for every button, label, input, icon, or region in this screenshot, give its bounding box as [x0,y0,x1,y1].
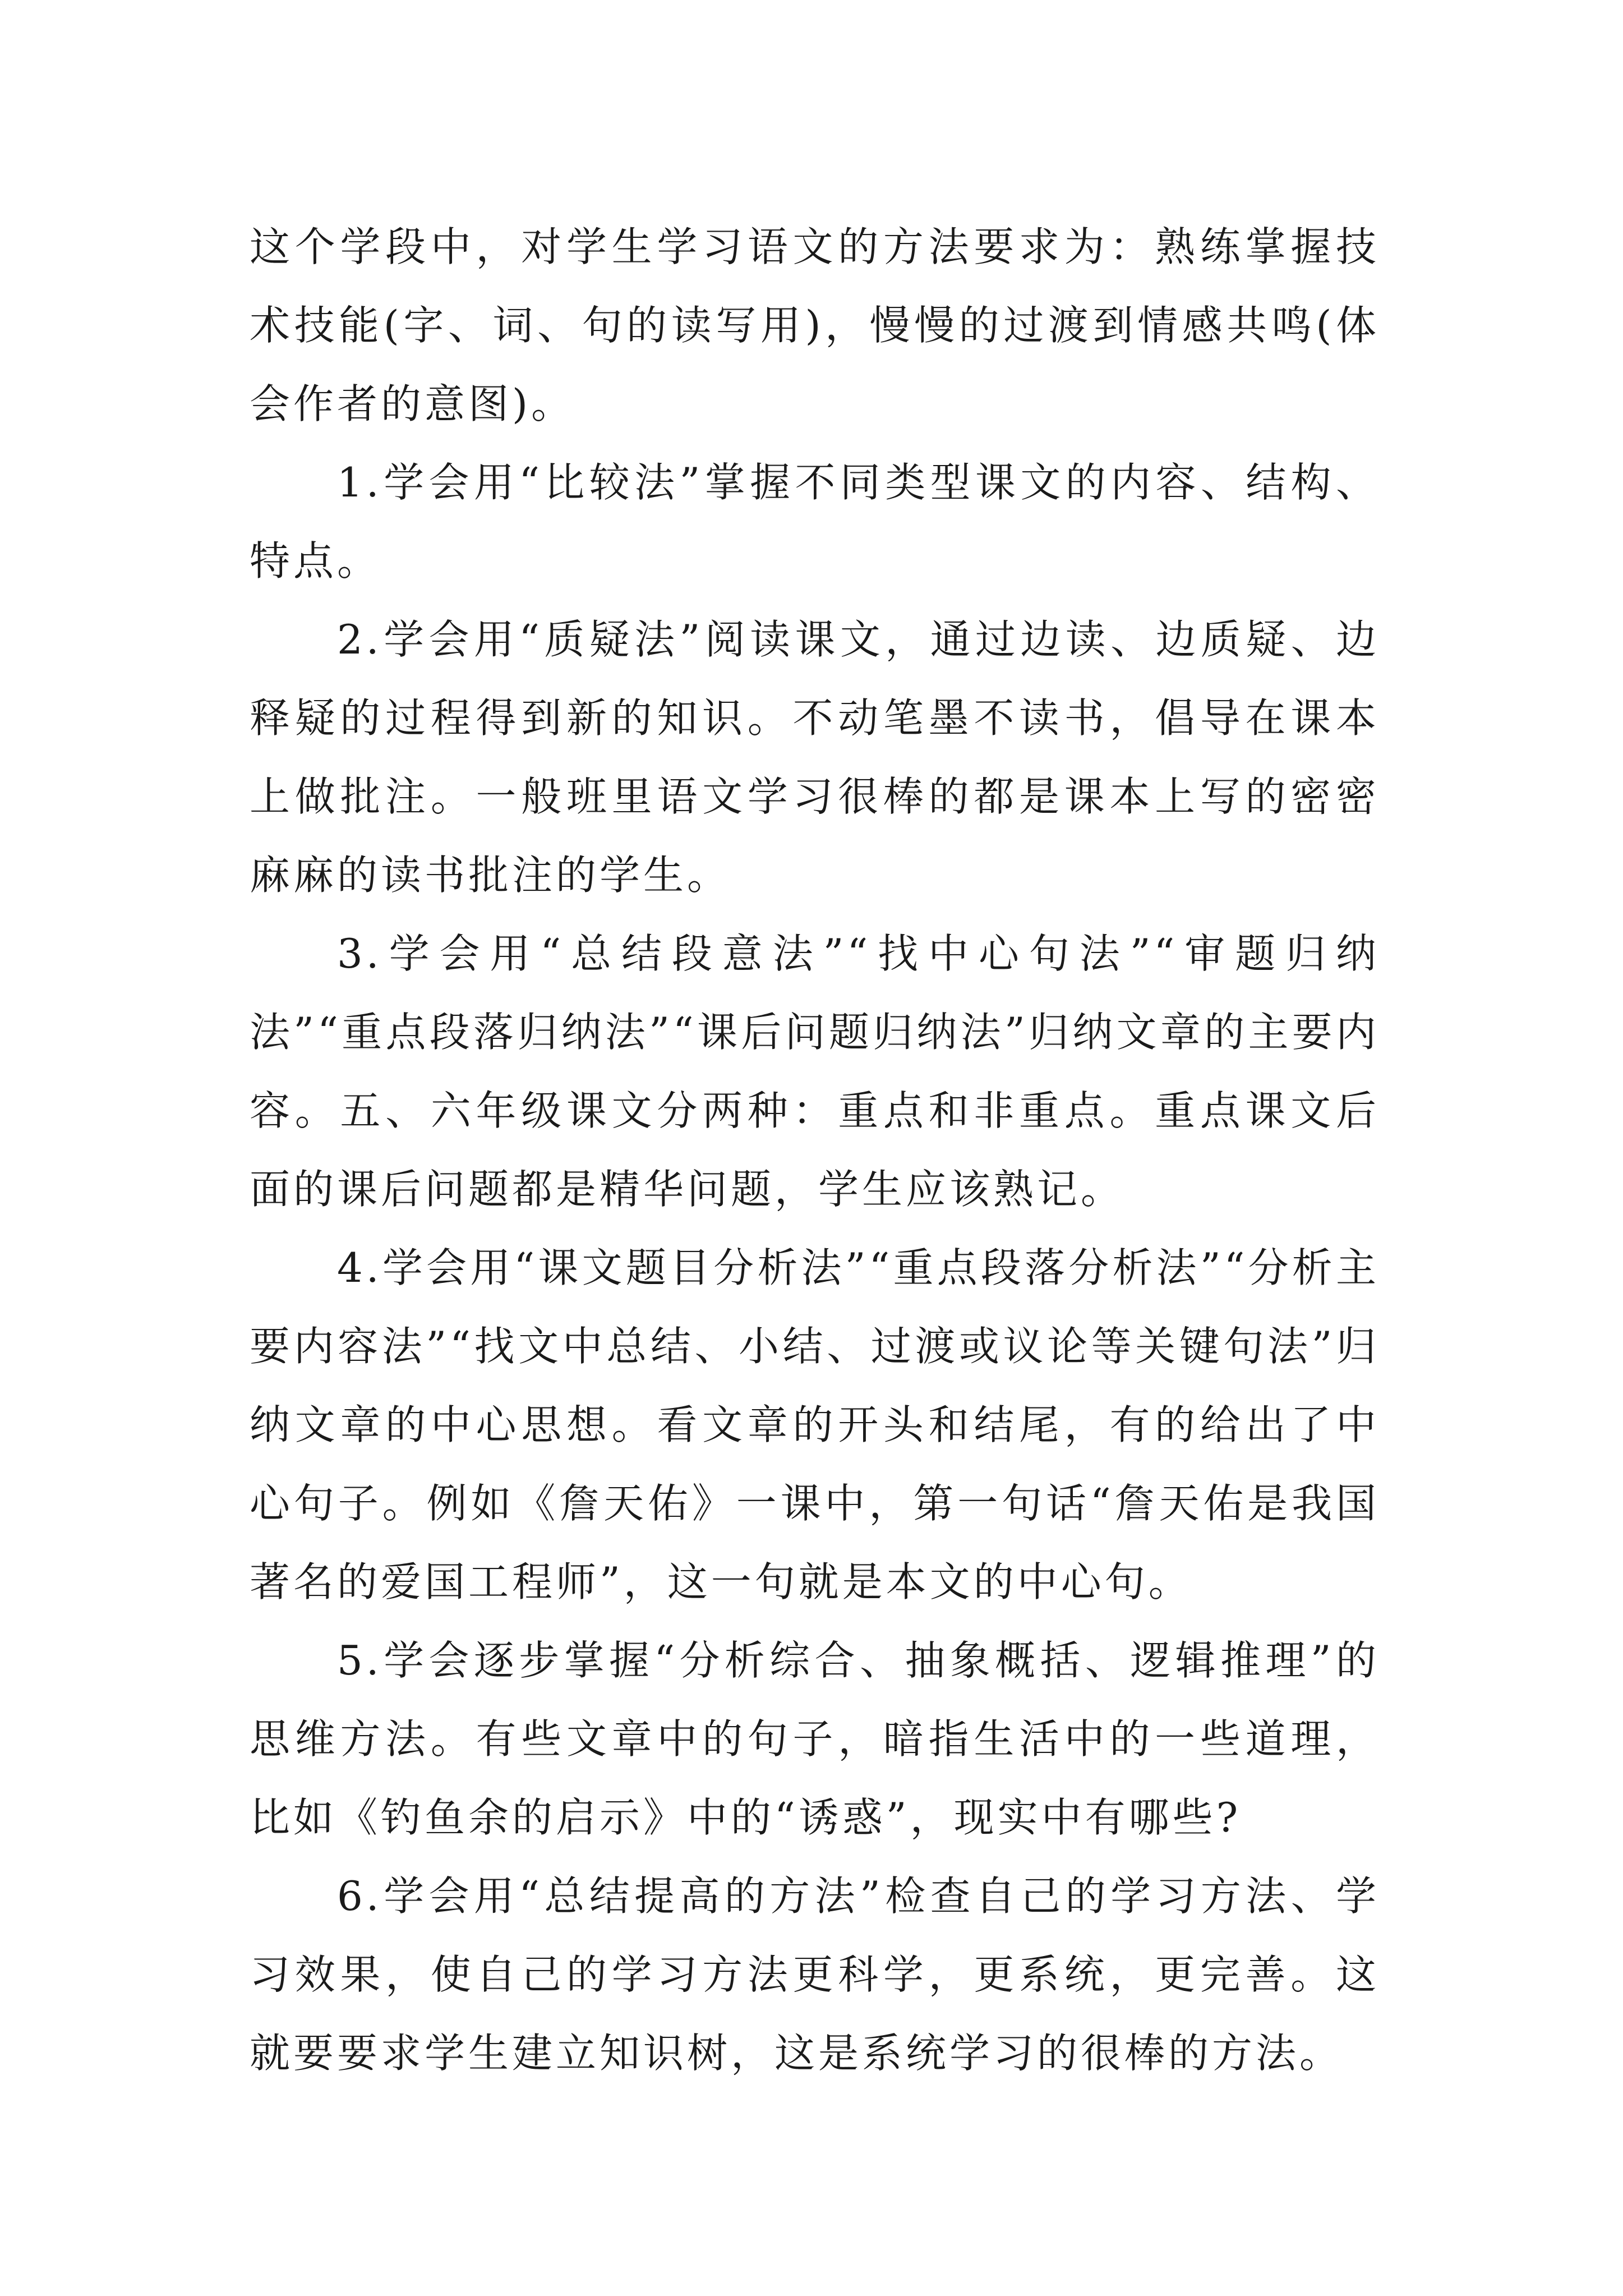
paragraph-item-4: 4.学会用“课文题目分析法”“重点段落分析法”“分析主要内容法”“找文中总结、小结、过渡或议论等关键句法”归纳文章的中心思想。看文章的开头和结尾，有的给出了中心句子。例如《詹天佑》一课中，第一句话“詹天佑是我国著名的爱国工程师”，这一句就是本文的中心句。 [250,1244,1380,1605]
paragraph-item-1: 1.学会用“比较法”掌握不同类型课文的内容、结构、特点。 [250,459,1380,585]
paragraph-item-2: 2.学会用“质疑法”阅读课文，通过边读、边质疑、边释疑的过程得到新的知识。不动笔墨不读书，倡导在课本上做批注。一般班里语文学习很棒的都是课本上写的密密麻麻的读书批注的学生。 [250,616,1380,899]
paragraph-item-5: 5.学会逐步掌握“分析综合、抽象概括、逻辑推理”的思维方法。有些文章中的句子，暗指生活中的一些道理，比如《钓鱼余的启示》中的“诱惑”，现实中有哪些? [250,1637,1380,1841]
paragraph-item-3: 3.学会用“总结段意法”“找中心句法”“审题归纳法”“重点段落归纳法”“课后问题归纳法”归纳文章的主要内容。五、六年级课文分两种：重点和非重点。重点课文后面的课后问题都是精华问题，学生应该熟记。 [250,930,1380,1213]
document-body [250,208,1380,2092]
paragraph-item-6: 6.学会用“总结提高的方法”检查自己的学习方法、学习效果，使自己的学习方法更科学，更系统，更完善。这就要要求学生建立知识树，这是系统学习的很棒的方法。 [250,1872,1380,2077]
paragraph-intro: 这个学段中，对学生学习语文的方法要求为：熟练掌握技术技能(字、词、句的读写用)，慢慢的过渡到情感共鸣(体会作者的意图)。 [250,223,1380,427]
